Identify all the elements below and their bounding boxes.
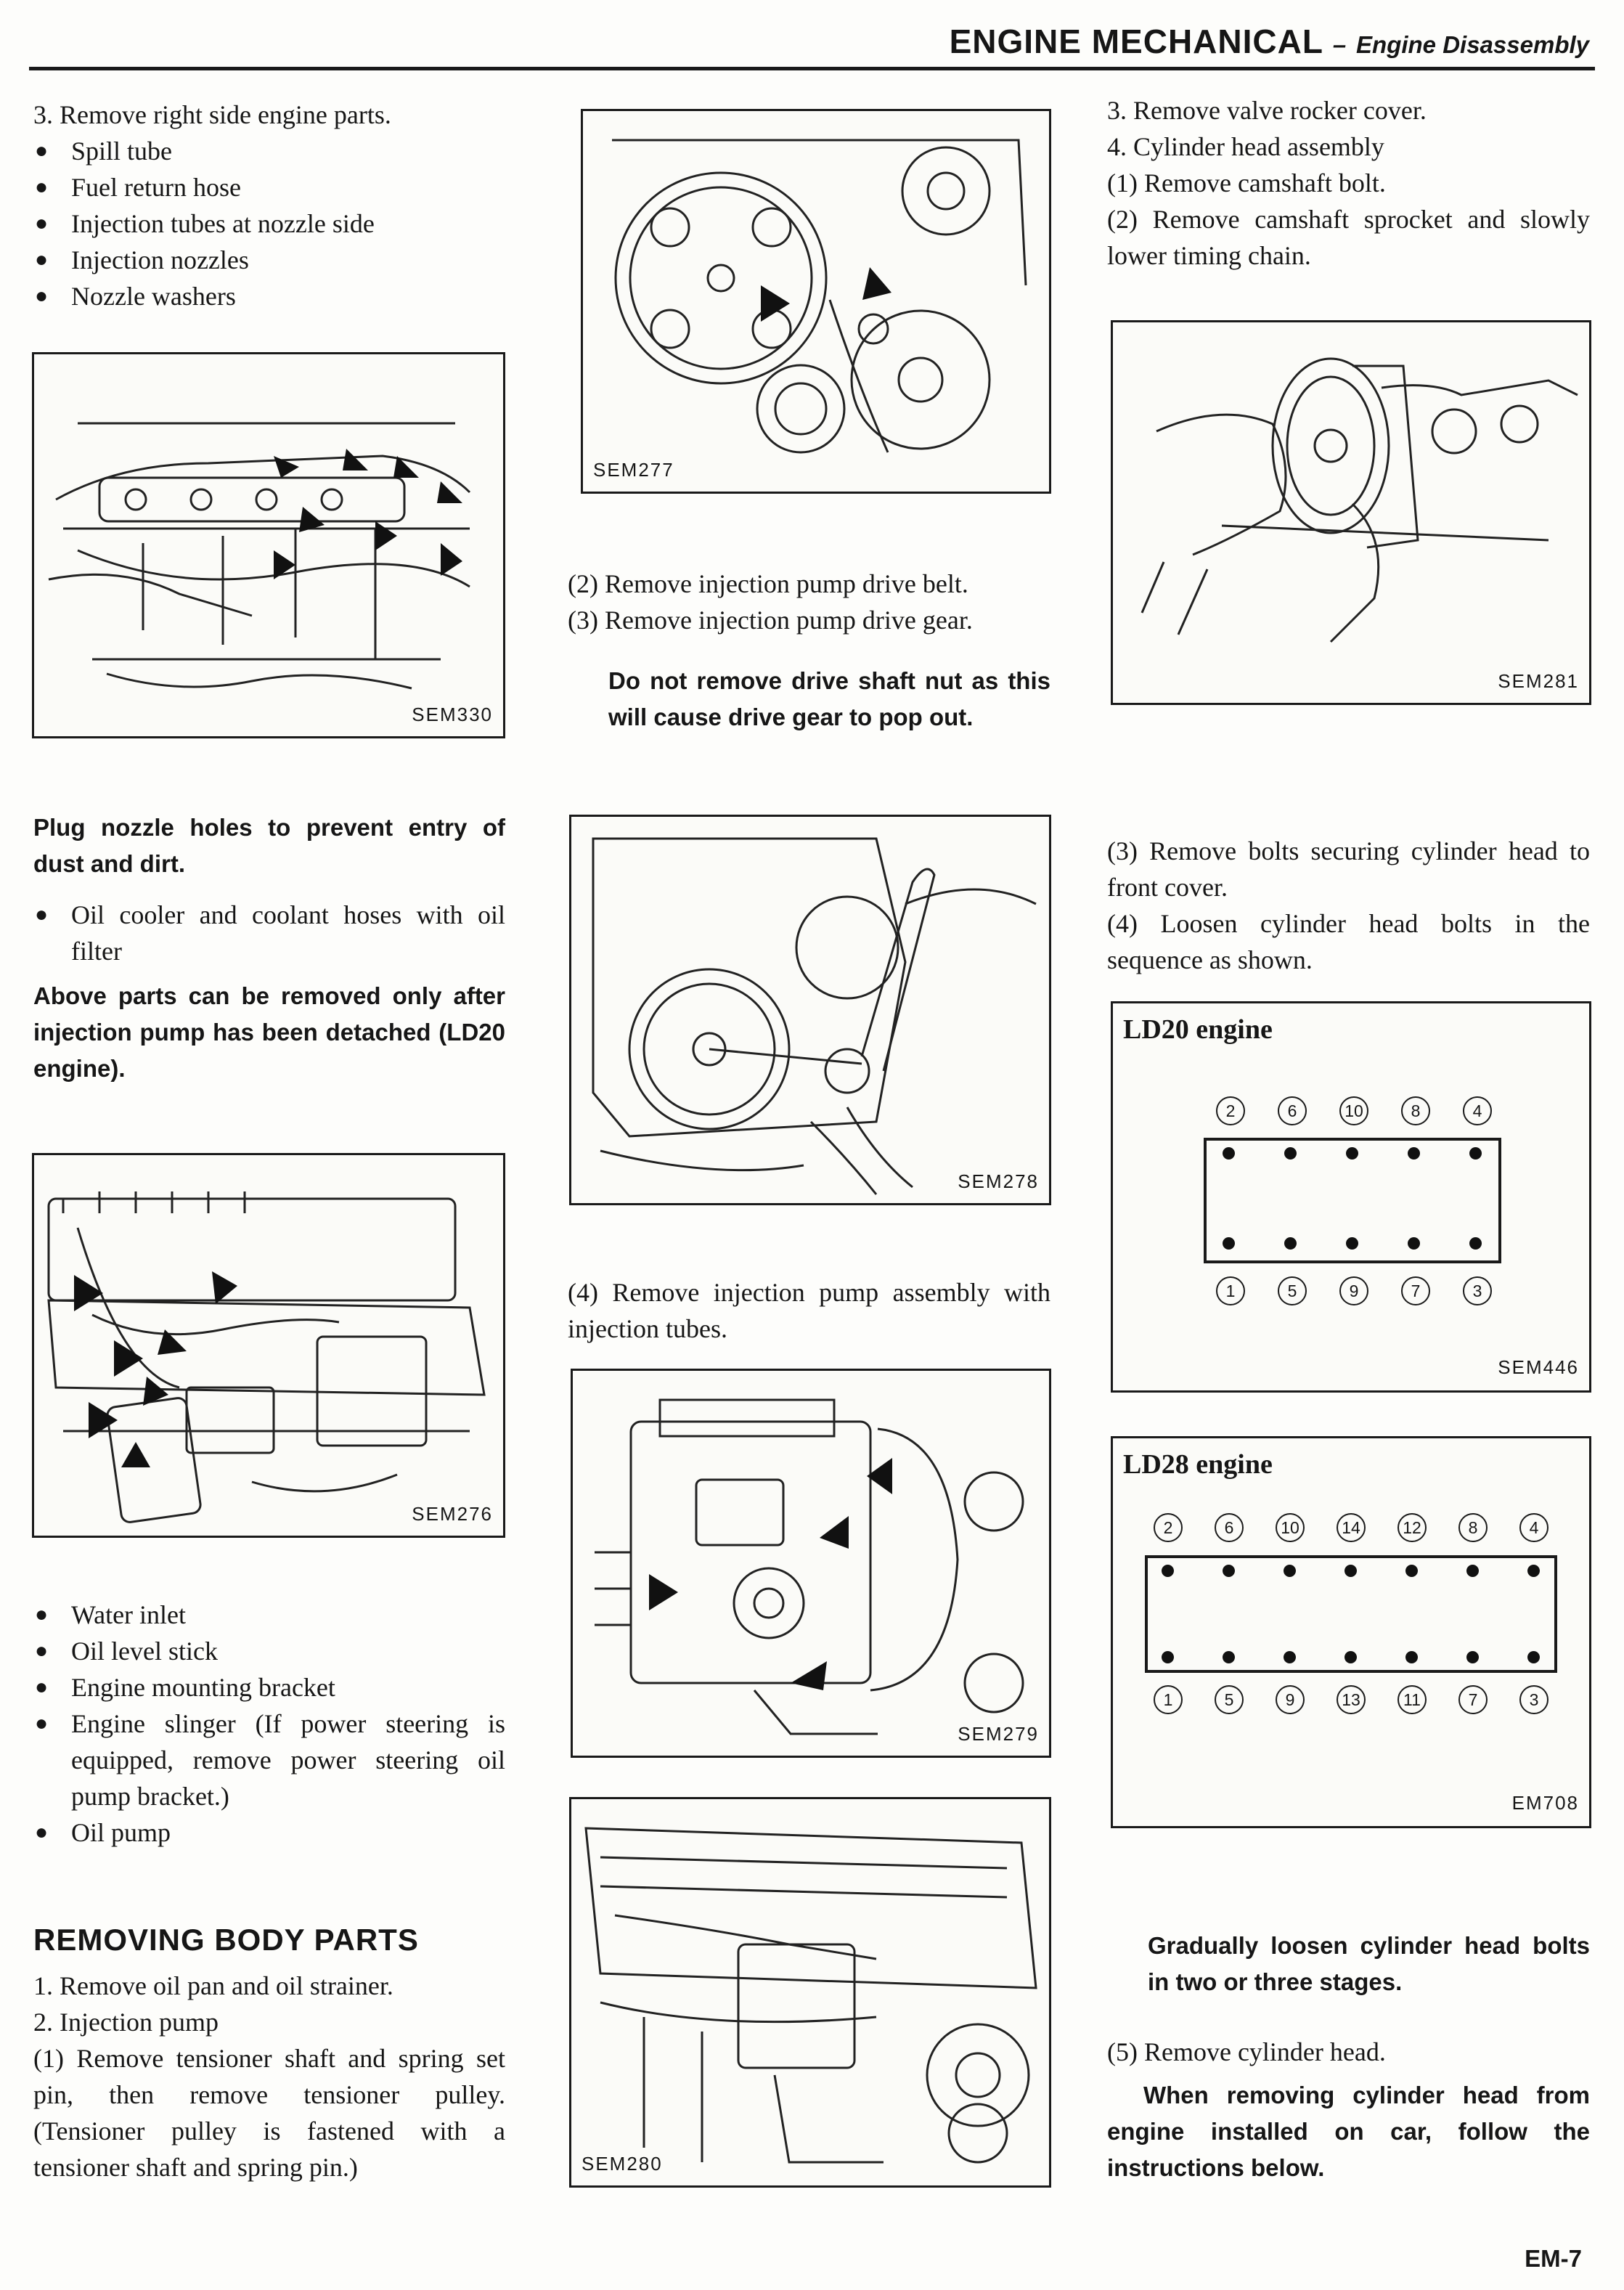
sequence-number: 8 [1458,1513,1488,1542]
bolt-marker [1405,1651,1418,1663]
sequence-number: 3 [1519,1685,1548,1714]
sequence-number: 4 [1463,1096,1492,1125]
bolt-marker [1345,1565,1357,1577]
figure-label: SEM276 [412,1503,493,1525]
bolt-marker [1284,1147,1297,1160]
sequence-number: 9 [1276,1685,1305,1714]
remove-drive-belt: (2) Remove injection pump drive belt. [568,569,968,598]
sequence-number: 7 [1401,1276,1430,1305]
bolt-marker [1408,1237,1420,1250]
page-header-title [950,22,1589,61]
sequence-number: 8 [1401,1096,1430,1125]
bullet-item: ● Water inlet [33,1597,505,1633]
bullet-item: ● Nozzle washers [33,278,505,314]
sequence-number: 7 [1458,1685,1488,1714]
bolt-marker [1469,1147,1482,1160]
bullet-icon: ● [35,175,49,199]
col3-intro [1107,92,1590,274]
bullet-icon: ● [35,248,49,272]
sequence-number: 14 [1337,1513,1366,1542]
figure-label: SEM277 [593,459,674,481]
diagram-title: LD28 engine [1123,1449,1273,1480]
bolt-marker [1527,1565,1540,1577]
step-3-rocker-cover: 3. Remove valve rocker cover. [1107,96,1427,125]
note-ld20-detach: Above parts can be removed only after injection pump has been detached (LD20 engine). [33,982,505,1082]
bolt-marker [1284,1651,1296,1663]
col3-final [1107,1928,1590,2186]
step-2: 2. Injection pump [33,2008,219,2037]
figure-sem280 [569,1797,1051,2188]
sequence-number: 13 [1337,1685,1366,1714]
remove-camshaft-sprocket: (2) Remove camshaft sprocket and slowly lower timing chain. [1107,205,1590,270]
figure-sem277 [581,109,1051,494]
bullet-item: ● Engine slinger (If power steering is equipped, remove power steering oil pump bracket.) [33,1706,505,1814]
col1-bullets-b [33,1597,505,1851]
figure-label: EM708 [1511,1792,1579,1814]
bolt-marker [1223,1651,1235,1663]
remove-pump-assembly: (4) Remove injection pump assembly with injection tubes. [568,1278,1050,1343]
col2-pump-assembly [568,1274,1050,1347]
cylinder-head-outline [1204,1138,1501,1263]
bullet-item: ● Oil level stick [33,1633,505,1669]
bullet-icon: ● [35,1820,49,1844]
sequence-number: 12 [1397,1513,1427,1542]
page-number: EM-7 [1525,2245,1582,2272]
figure-label: SEM281 [1498,670,1579,692]
sequence-number: 2 [1154,1513,1183,1542]
sequence-number: 1 [1216,1276,1245,1305]
bolt-marker [1405,1565,1418,1577]
section-title: ENGINE MECHANICAL [949,23,1323,60]
injection-pump-illustration [573,1371,1049,1756]
diagram-ld28-bolt-sequence [1111,1436,1591,1828]
bolt-marker [1284,1565,1296,1577]
col3-bolts [1107,833,1590,978]
section-subtitle: Engine Disassembly [1356,31,1589,58]
figure-sem281 [1111,320,1591,705]
figure-label: SEM279 [958,1723,1039,1745]
nozzle-removal-illustration [34,354,503,736]
bullet-item: ● Injection nozzles [33,242,505,278]
sequence-number: 1 [1154,1685,1183,1714]
sequence-number: 5 [1278,1276,1307,1305]
step-4-cylinder-head: 4. Cylinder head assembly [1107,132,1384,161]
note-plug-nozzle-holes: Plug nozzle holes to prevent entry of dust and dirt. [33,814,505,877]
sequence-number: 9 [1339,1276,1368,1305]
bolt-marker [1162,1651,1174,1663]
bolt-marker [1408,1147,1420,1160]
sequence-number: 3 [1463,1276,1492,1305]
sequence-number: 5 [1215,1685,1244,1714]
sequence-number: 10 [1276,1513,1305,1542]
bullet-icon: ● [35,1602,49,1626]
loosen-head-bolts: (4) Loosen cylinder head bolts in the sequence as shown. [1107,909,1590,974]
bolt-marker [1466,1651,1479,1663]
engine-assembly-illustration [571,1799,1049,2185]
drive-gear-removal-illustration [571,817,1049,1203]
timing-belt-illustration [583,111,1049,492]
engine-side-illustration [34,1155,503,1536]
diagram-title: LD20 engine [1123,1014,1273,1045]
bullet-icon: ● [35,902,49,926]
header-separator: – [1332,31,1347,58]
bullet-item: ● Oil pump [33,1814,505,1851]
sequence-number: 10 [1339,1096,1368,1125]
bolt-marker [1223,1147,1235,1160]
figure-sem330 [32,352,505,738]
header-rule [29,67,1595,70]
col2-drive-belt [568,566,1050,736]
section-heading-removing-body-parts: REMOVING BODY PARTS [33,1923,419,1957]
bullet-icon: ● [35,139,49,163]
bullet-item: ● Oil cooler and coolant hoses with oil filter [33,897,505,969]
figure-sem278 [569,815,1051,1205]
col1-notes [33,810,505,1087]
col1-intro [33,97,505,314]
bolt-marker [1346,1237,1358,1250]
bullet-icon: ● [35,1639,49,1663]
figure-label: SEM330 [412,704,493,725]
col1-body-parts [33,1923,505,2185]
bullet-icon: ● [35,211,49,235]
step-3-right-side: 3. Remove right side engine parts. [33,100,391,129]
step-remove-camshaft-bolt: (1) Remove camshaft bolt. [1107,168,1386,197]
step-1: 1. Remove oil pan and oil strainer. [33,1971,393,2000]
remove-front-cover-bolts: (3) Remove bolts securing cylinder head to front cover. [1107,836,1590,902]
bolt-marker [1466,1565,1479,1577]
bolt-marker [1527,1651,1540,1663]
bolt-marker [1223,1237,1235,1250]
figure-sem279 [571,1369,1051,1758]
bullet-item: ● Spill tube [33,133,505,169]
sequence-number: 2 [1216,1096,1245,1125]
figure-sem276 [32,1153,505,1538]
bolt-marker [1162,1565,1174,1577]
sequence-number: 6 [1215,1513,1244,1542]
bolt-marker [1346,1147,1358,1160]
camshaft-sprocket-illustration [1113,322,1589,703]
remove-drive-gear: (3) Remove injection pump drive gear. [568,606,973,635]
note-installed-on-car: When removing cylinder head from engine installed on car, follow the instructions below. [1107,2082,1590,2181]
figure-label: SEM280 [582,2153,663,2175]
bullet-item: ● Engine mounting bracket [33,1669,505,1706]
bullet-icon: ● [35,1711,49,1735]
sequence-number: 11 [1397,1685,1427,1714]
figure-label: SEM446 [1498,1356,1579,1378]
bolt-marker [1345,1651,1357,1663]
bullet-item: ● Fuel return hose [33,169,505,205]
bullet-icon: ● [35,1675,49,1699]
bolt-marker [1284,1237,1297,1250]
sequence-number: 6 [1278,1096,1307,1125]
sequence-number: 4 [1519,1513,1548,1542]
cylinder-head-outline [1145,1555,1557,1673]
tensioner-instructions: (1) Remove tensioner shaft and spring set pin, then remove tensioner pulley. (Tensioner pulley is fastened with a tensioner shaft and spring pin.) [33,2044,505,2182]
bullet-icon: ● [35,284,49,308]
diagram-ld20-bolt-sequence [1111,1001,1591,1393]
note-loosen-gradually: Gradually loosen cylinder head bolts in two or three stages. [1148,1932,1590,1995]
bolt-marker [1469,1237,1482,1250]
figure-label: SEM278 [958,1170,1039,1192]
bullet-item: ● Injection tubes at nozzle side [33,205,505,242]
note-drive-shaft-nut: Do not remove drive shaft nut as this will cause drive gear to pop out. [608,667,1050,730]
remove-cylinder-head: (5) Remove cylinder head. [1107,2037,1386,2066]
bolt-marker [1223,1565,1235,1577]
